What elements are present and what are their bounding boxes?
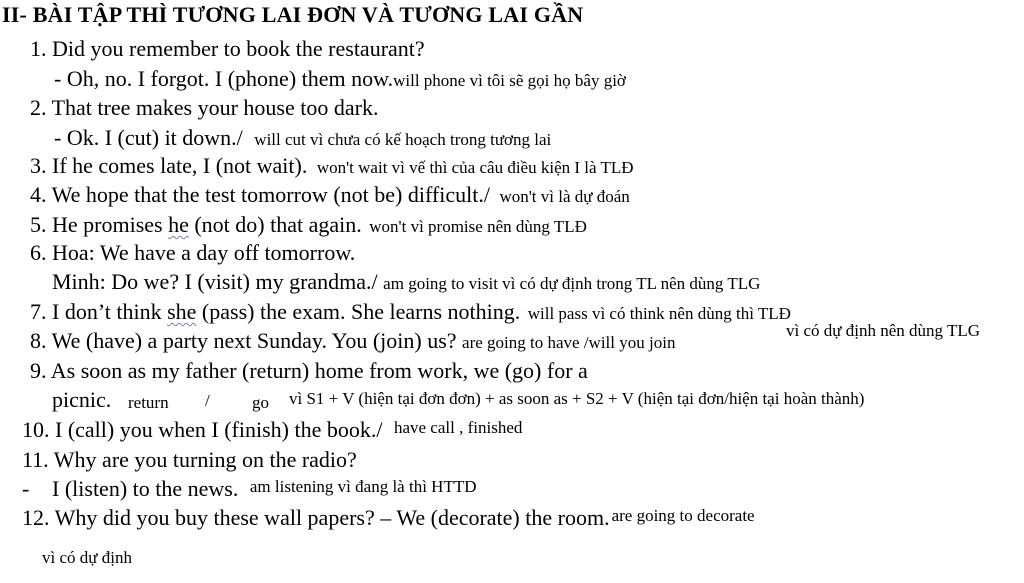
answer-11: am listening vì đang là thì HTTD	[249, 477, 477, 496]
answer-line-1-text: - Oh, no. I forgot. I (phone) them now.	[54, 66, 394, 91]
question-8-text: 8. We (have) a party next Sunday. You (join) us?	[30, 328, 457, 353]
answer-9-go: go	[252, 393, 269, 412]
answer-line-11	[52, 476, 477, 502]
question-5-text-a: 5. He promises	[30, 212, 169, 237]
question-12-text: 12. Why did you buy these wall papers? – We (decorate) the room.	[22, 505, 610, 530]
answer-4: won't vì là dự đoán	[499, 187, 630, 206]
question-6: 6. Hoa: We have a day off tomorrow.	[30, 240, 356, 265]
question-4	[30, 182, 630, 208]
answer-7: will pass vì có think nên dùng thì TLĐ	[527, 304, 791, 323]
footer-note: vì có dự định	[42, 548, 132, 567]
question-4-text: 4. We hope that the test tomorrow (not be) difficult./	[30, 182, 490, 207]
question-9-cont: picnic.	[52, 387, 112, 412]
question-3	[30, 153, 634, 179]
question-10	[22, 417, 522, 443]
answer-5: won't vì promise nên dùng TLĐ	[369, 217, 587, 236]
answer-6: am going to visit vì có dự định trong TL nên dùng TLG	[383, 274, 761, 293]
answer-8: are going to have /will you join	[462, 333, 676, 352]
question-10-text: 10. I (call) you when I (finish) the book./	[22, 417, 383, 442]
question-5-text-b: (not do) that again.	[188, 212, 362, 237]
answer-line-6	[52, 269, 760, 295]
question-1: 1. Did you remember to book the restaurant?	[30, 36, 425, 61]
spellcheck-word: he	[168, 212, 189, 237]
question-2: 2. That tree makes your house too dark.	[30, 95, 379, 120]
answer-9-slash: /	[205, 391, 210, 410]
answer-line-6-text: Minh: Do we? I (visit) my grandma./	[52, 269, 378, 294]
answer-line-11-dash: -	[22, 476, 30, 501]
question-11: 11. Why are you turning on the radio?	[22, 447, 357, 472]
answer-line-2-text: - Ok. I (cut) it down./	[54, 125, 243, 150]
question-7	[30, 299, 791, 325]
answer-10: have call , finished	[393, 418, 523, 437]
question-7-text-b: (pass) the exam. She learns nothing.	[196, 299, 521, 324]
answer-9-note: vì S1 + V (hiện tại đơn đơn) + as soon as + S2 + V (hiện tại đơn/hiện tại hoàn thành)	[289, 389, 865, 408]
page-title: II- BÀI TẬP THÌ TƯƠNG LAI ĐƠN VÀ TƯƠNG LAI GẦN	[2, 2, 584, 27]
answer-3: won't wait vì vế thì của câu điều kiện I là TLĐ	[316, 158, 634, 177]
answer-line-11-text: I (listen) to the news.	[52, 476, 239, 501]
question-8	[30, 328, 675, 354]
answer-8-note: vì có dự định nên dùng TLG	[786, 321, 980, 340]
answer-12: are going to decorate	[611, 506, 755, 525]
answer-line-1	[54, 66, 626, 92]
answer-line-2	[54, 125, 551, 151]
answer-1: will phone vì tôi sẽ gọi họ bây giờ	[393, 71, 626, 90]
question-3-text: 3. If he comes late, I (not wait).	[30, 153, 308, 178]
question-7-text-a: 7. I don’t think	[30, 299, 168, 324]
question-9: 9. As soon as my father (return) home from work, we (go) for a	[30, 358, 588, 383]
answer-9-return: return	[128, 393, 169, 412]
spellcheck-word: she	[167, 299, 197, 324]
question-12	[22, 505, 755, 531]
question-5	[30, 212, 587, 238]
answer-2: will cut vì chưa có kế hoạch trong tương lai	[254, 130, 552, 149]
